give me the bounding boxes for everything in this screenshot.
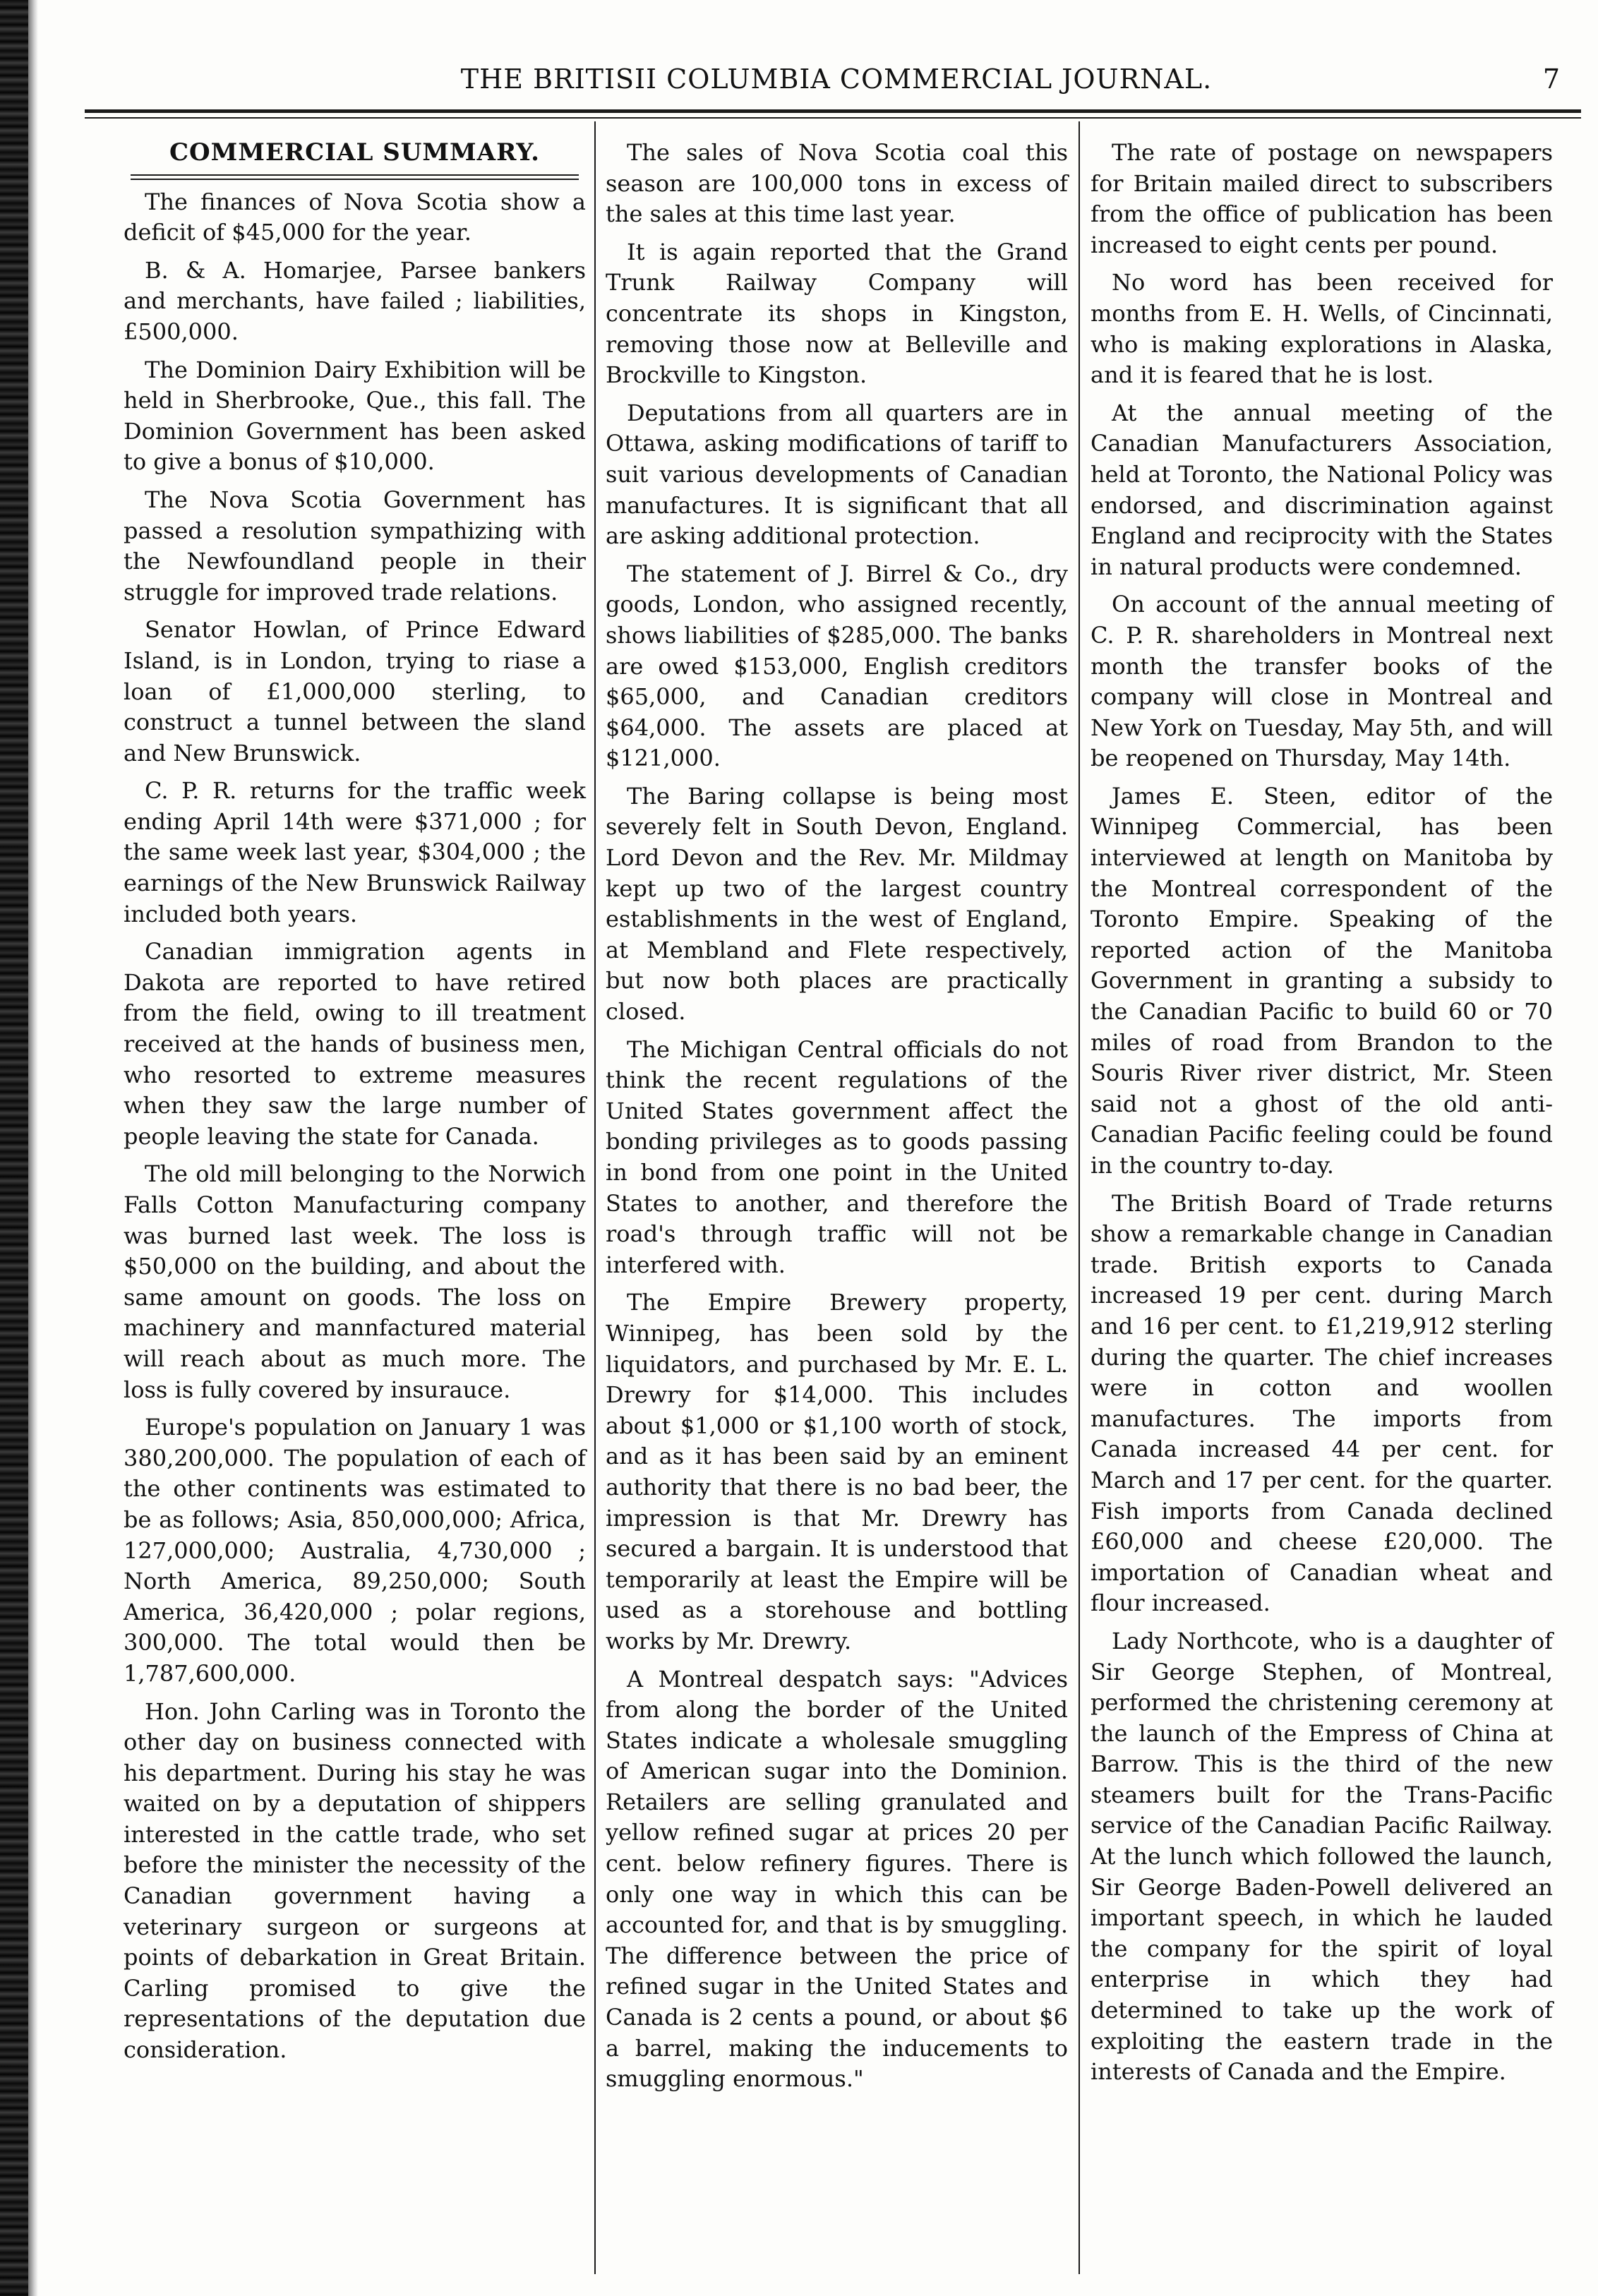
- news-item: Europe's population on January 1 was 380,200,000. The population of each of the other continents was estimated to be as follows; Asia, 850,000,000; Africa, 127,000,000; Australia, 4,730,000 ; North America, 89,250,000; South America, 36,420,000 ; polar regions, 300,000. The total would then be 1,787,600,000.: [124, 1414, 586, 1687]
- news-item: The Baring collapse is being most severely felt in South Devon, England. Lord Devon and the Rev. Mr. Mildmay kept up two of the largest country establishments in the west of England, at Membland and Flete respectively, but now both places are practically closed.: [606, 782, 1068, 1026]
- header-rule-thin: [85, 117, 1581, 119]
- news-item: The finances of Nova Scotia show a deficit of $45,000 for the year.: [124, 188, 586, 246]
- news-item: The old mill belonging to the Norwich Falls Cotton Manufacturing company was burned last week. The loss is $50,000 on the building, and about the same amount on goods. The loss on machinery and mannfactured material will reach about as much more. The loss is fully covered by insurauce.: [124, 1160, 586, 1403]
- heading-rule: [131, 174, 579, 176]
- news-item: Lady Northcote, who is a daughter of Sir George Stephen, of Montreal, performed the christening ceremony at the launch of the Empress of China at Barrow. This is the third of the new steamers built for the Trans-Pacific service of the Canadian Pacific Railway. At the lunch which followed the launch, Sir George Baden-Powell delivered an important speech, in which he lauded the company for the spirit of loyal enterprise in which they had determined to take up the work of exploiting the eastern trade in the interests of Canada and the Empire.: [1091, 1627, 1553, 2086]
- news-item: Deputations from all quarters are in Ottawa, asking modifications of tariff to suit various developments of Canadian manufactures. It is significant that all are asking additional protection.: [606, 399, 1068, 550]
- news-item: James E. Steen, editor of the Winnipeg Commercial, has been interviewed at length on Manitoba by the Montreal correspondent of the Toronto Empire. Speaking of the reported action of the Manitoba Government in granting a subsidy to the Canadian Pacific to build 60 or 70 miles of road from Brandon to the Souris River river district, Mr. Steen said not a ghost of the old anti-Canadian Pacific feeling could be found in the country to-day.: [1091, 782, 1553, 1179]
- journal-title: THE BRITISII COLUMBIA COMMERCIAL JOURNAL.: [460, 64, 1213, 95]
- page-binding-shadow: [28, 0, 38, 2296]
- news-item: C. P. R. returns for the traffic week ending April 14th were $371,000 ; for the same week last year, $304,000 ; the earnings of the New Brunswick Railway included both years.: [124, 777, 586, 927]
- news-item: The British Board of Trade returns show a remarkable change in Canadian trade. British exports to Canada increased 19 per cent. during March and 16 per cent. to £1,219,912 sterling during the quarter. The chief increases were in cotton and woollen manufactures. The imports from Canada increased 44 per cent. for March and 17 per cent. for the quarter. Fish imports from Canada declined £60,000 and cheese £20,000. The importation of Canadian wheat and flour increased.: [1091, 1189, 1553, 1617]
- news-item: At the annual meeting of the Canadian Manufacturers Association, held at Toronto, the National Policy was endorsed, and discrimination against England and reciprocity with the States in natural products were condemned.: [1091, 399, 1553, 580]
- news-item: The Nova Scotia Government has passed a resolution sympathizing with the Newfoundland people in their struggle for improved trade relations.: [124, 486, 586, 606]
- news-item: The Empire Brewery property, Winnipeg, has been sold by the liquidators, and purchased by Mr. E. L. Drewry for $14,000. This includes about $1,000 or $1,100 worth of stock, and as it has been said by an eminent authority that there is no bad beer, the impression is that Mr. Drewry has secured a bargain. It is understood that temporarily at least the Empire will be used as a storehouse and bottling works by Mr. Drewry.: [606, 1289, 1068, 1654]
- column-3: [1091, 138, 1553, 2095]
- news-item: The statement of J. Birrel & Co., dry goods, London, who assigned recently, shows liabilities of $285,000. The banks are owed $153,000, English creditors $65,000, and Canadian creditors $64,000. The assets are placed at $121,000.: [606, 560, 1068, 772]
- heading-rule: [131, 179, 579, 180]
- news-item: The Dominion Dairy Exhibition will be held in Sherbrooke, Que., this fall. The Dominion Government has been asked to give a bonus of $10,000.: [124, 356, 586, 476]
- page-binding-edge: [0, 0, 28, 2296]
- column-1: [124, 138, 586, 2073]
- news-item: B. & A. Homarjee, Parsee bankers and merchants, have failed ; liabilities, £500,000.: [124, 256, 586, 345]
- column-divider: [1079, 121, 1080, 2274]
- news-item: Hon. John Carling was in Toronto the other day on business connected with his department. During his stay he was waited on by a deputation of shippers interested in the cattle trade, who set before the minister the necessity of the Canadian government having a veterinary surgeon or surgeons at points of debarkation in Great Britain. Carling promised to give the representations of the deputation due consideration.: [124, 1697, 586, 2064]
- header-rule-thick: [85, 109, 1581, 113]
- page-number: 7: [1542, 64, 1560, 95]
- news-item: The sales of Nova Scotia coal this season are 100,000 tons in excess of the sales at this time last year.: [606, 139, 1068, 228]
- news-item: A Montreal despatch says: "Advices from along the border of the United States indicate a wholesale smuggling of American sugar into the Dominion. Retailers are selling granulated and yellow refined sugar at prices 20 per cent. below refinery figures. There is only one way in which this can be accounted for, and that is by smuggling. The difference between the price of refined sugar in the United States and Canada is 2 cents a pound, or about $6 a barrel, making the inducements to smuggling enormous.": [606, 1665, 1068, 2093]
- news-item: Senator Howlan, of Prince Edward Island, is in London, trying to riase a loan of £1,000,000 sterling, to construct a tunnel between the sland and New Brunswick.: [124, 616, 586, 767]
- news-item: Canadian immigration agents in Dakota are reported to have retired from the field, owing to ill treatment received at the hands of business men, who resorted to extreme measures when they saw the large number of people leaving the state for Canada.: [124, 938, 586, 1150]
- news-item: The Michigan Central officials do not think the recent regulations of the United States government affect the bonding privileges as to goods passing in bond from one point in the United States to another, and therefore the road's through traffic will not be interfered with.: [606, 1035, 1068, 1278]
- column-2: [606, 138, 1068, 2102]
- section-heading: COMMERCIAL SUMMARY.: [169, 138, 540, 167]
- page-header: [99, 59, 1574, 109]
- news-item: It is again reported that the Grand Trunk Railway Company will concentrate its shops in Kingston, removing those now at Belleville and Brockville to Kingston.: [606, 238, 1068, 389]
- news-item: The rate of postage on newspapers for Britain mailed direct to subscribers from the office of publication has been increased to eight cents per pound.: [1091, 139, 1553, 258]
- column-divider: [594, 121, 596, 2274]
- news-item: No word has been received for months from E. H. Wells, of Cincinnati, who is making explorations in Alaska, and it is feared that he is lost.: [1091, 269, 1553, 389]
- news-item: On account of the annual meeting of C. P. R. shareholders in Montreal next month the transfer books of the company will close in Montreal and New York on Tuesday, May 5th, and will be reopened on Thursday, May 14th.: [1091, 591, 1553, 772]
